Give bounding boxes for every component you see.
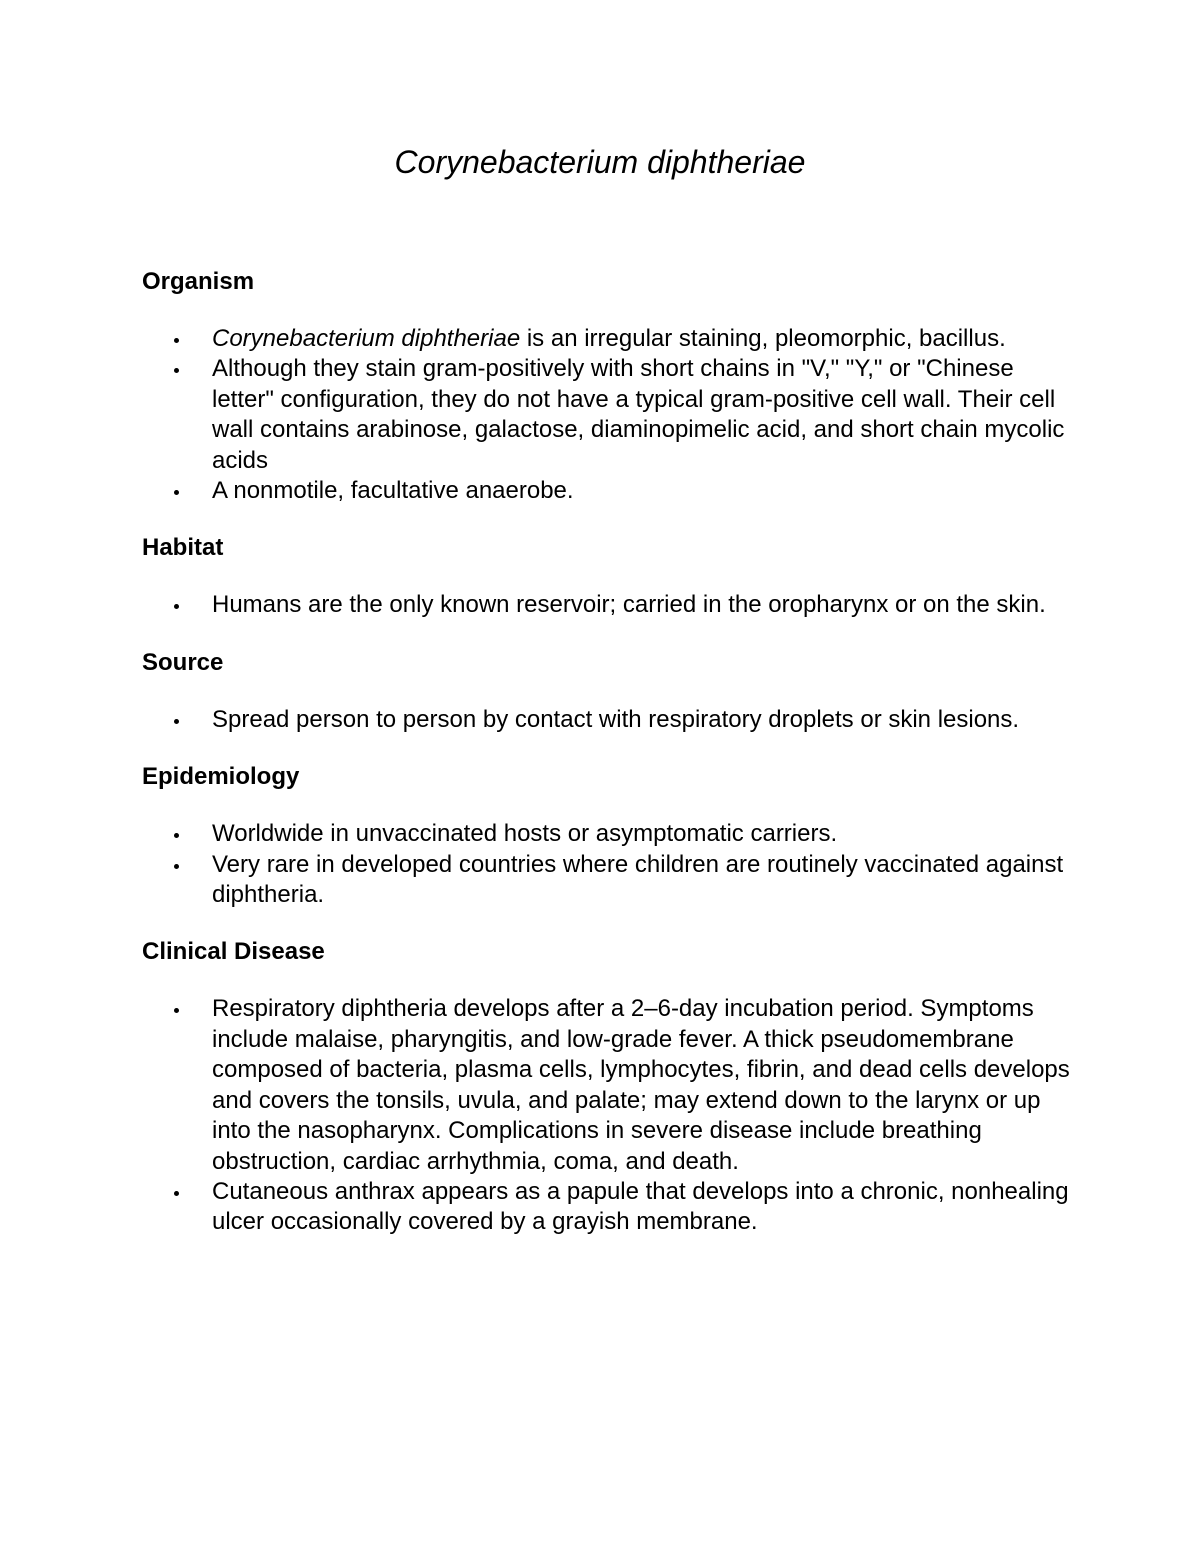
bullet-icon [174, 833, 179, 838]
section-heading-epidemiology: Epidemiology [142, 763, 300, 791]
list-item [142, 850, 1072, 911]
list-item-text: Humans are the only known reservoir; carried in the oropharynx or on the skin. [212, 591, 1046, 619]
list-item [142, 590, 1072, 620]
section-heading-organism: Organism [142, 268, 255, 295]
document-body [142, 266, 1072, 1264]
bullet-list-organism [142, 324, 1072, 506]
list-item-text: A nonmotile, facultative anaerobe. [212, 477, 574, 505]
bullet-icon [174, 1191, 179, 1196]
list-item [142, 476, 1072, 506]
list-item [142, 819, 1072, 849]
list-item-text: Respiratory diphtheria develops after a 2–6-day incubation period. Symptoms include malaise, pharyngitis, and low-grade fever. A thick pseudomembrane composed of bacteria, plasma cells, lymphocytes, fibrin, and dead cells develops and covers the tonsils, uvula, and palate; may extend down to the larynx or up into the nasopharynx. Complications in severe disease include breathing obstruction, cardiac arrhythmia, coma, and death. [212, 995, 1070, 1175]
list-item-text: is an irregular staining, pleomorphic, bacillus. [520, 325, 1006, 352]
list-item [142, 705, 1072, 735]
section-heading-habitat: Habitat [142, 534, 224, 562]
section-heading-source: Source [142, 648, 224, 676]
bullet-icon [174, 604, 179, 609]
list-item [142, 324, 1072, 354]
list-item-text: Spread person to person by contact with respiratory droplets or skin lesions. [212, 705, 1020, 733]
list-item-text: Worldwide in unvaccinated hosts or asymptomatic carriers. [212, 820, 838, 848]
document-title: Corynebacterium diphtheriae [394, 144, 806, 180]
bullet-icon [174, 1008, 179, 1013]
bullet-icon [174, 338, 179, 343]
bullet-list-source [142, 705, 1072, 735]
list-item-text: Cutaneous anthrax appears as a papule that develops into a chronic, nonhealing ulcer occasionally covered by a grayish membrane. [212, 1177, 1069, 1236]
bullet-list-clinical-disease [142, 994, 1072, 1237]
bullet-icon [174, 864, 179, 869]
list-item [142, 1177, 1072, 1238]
list-item-text: Very rare in developed countries where children are routinely vaccinated against diphtheria. [212, 850, 1064, 909]
bullet-icon [174, 719, 179, 724]
list-item [142, 994, 1072, 1176]
organism-name-italic: Corynebacterium diphtheriae [212, 325, 521, 352]
bullet-icon [174, 368, 179, 373]
list-item-text: Although they stain gram-positively with short chains in "V," "Y," or "Chinese letter" configuration, they do not have a typical gram-positive cell wall. Their cell wall contains arabinose, galactose, diaminopimelic acid, and short chain mycolic acids [212, 355, 1065, 474]
list-item [142, 354, 1072, 476]
section-heading-clinical-disease: Clinical Disease [142, 938, 325, 966]
bullet-list-habitat [142, 590, 1072, 620]
bullet-icon [174, 490, 179, 495]
bullet-list-epidemiology [142, 819, 1072, 910]
